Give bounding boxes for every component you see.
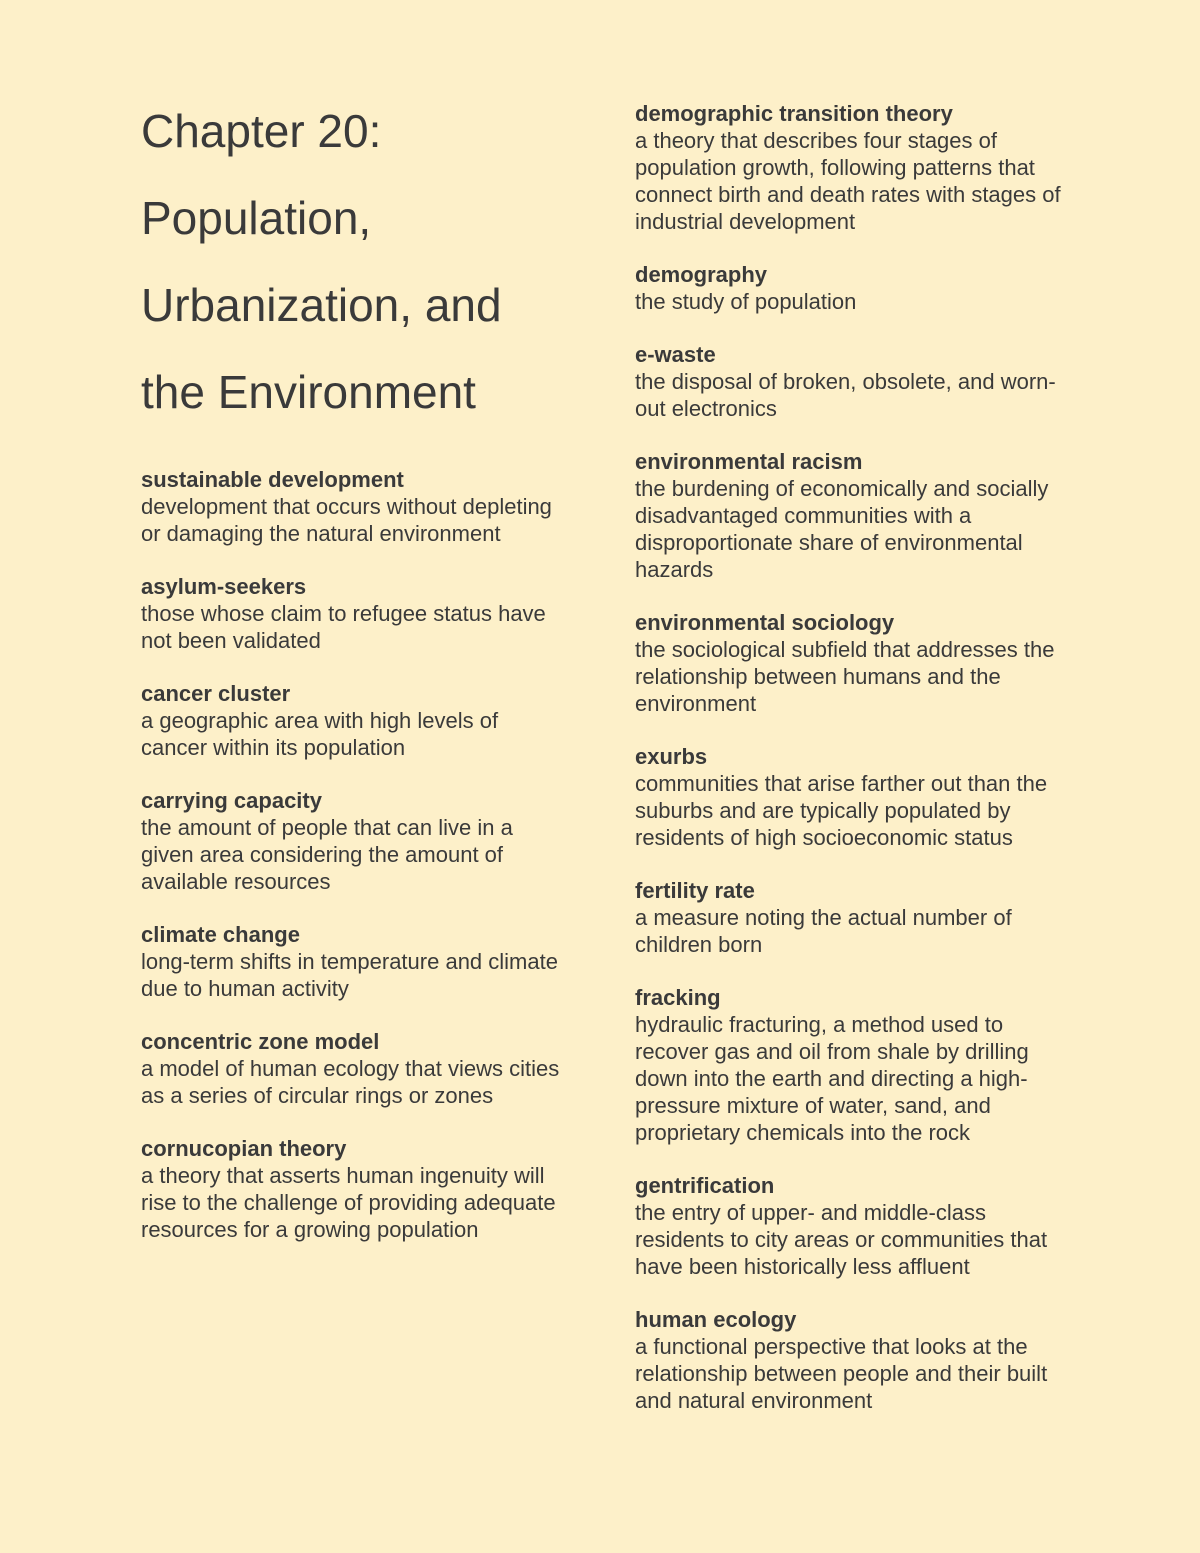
glossary-term: demographic transition theory [635, 101, 953, 126]
glossary-term: human ecology [635, 1307, 797, 1332]
glossary-definition: those whose claim to refugee status have not been validated [141, 601, 546, 653]
glossary-definition: a theory that asserts human ingenuity will rise to the challenge of providing adequate resources for a growing population [141, 1163, 556, 1242]
glossary-term: e-waste [635, 342, 716, 367]
glossary-term: carrying capacity [141, 788, 322, 813]
chapter-title [141, 88, 561, 436]
chapter-title-line: Chapter 20: [141, 105, 382, 157]
glossary-entry [635, 609, 1075, 717]
glossary-definition: development that occurs without depleting or damaging the natural environment [141, 494, 552, 546]
glossary-entry [635, 984, 1075, 1146]
glossary-entry [635, 448, 1075, 583]
glossary-term: gentrification [635, 1173, 775, 1198]
glossary-entry [635, 743, 1075, 851]
glossary-definition: the entry of upper- and middle-class residents to city areas or communities that have been historically less affluent [635, 1200, 1048, 1279]
glossary-definition: communities that arise farther out than the suburbs and are typically populated by residents of high socioeconomic status [635, 771, 1048, 850]
glossary-definition: a measure noting the actual number of children born [635, 905, 1012, 957]
glossary-term: demography [635, 262, 768, 287]
glossary-term: cancer cluster [141, 681, 291, 706]
glossary-definition: the disposal of broken, obsolete, and worn-out electronics [635, 369, 1056, 421]
glossary-definition: a theory that describes four stages of population growth, following patterns that connect birth and death rates with stages of industrial development [635, 128, 1061, 234]
glossary-entry [141, 573, 561, 654]
glossary-entry [141, 680, 561, 761]
glossary-entry [635, 1306, 1075, 1414]
glossary-entry [141, 1028, 561, 1109]
glossary-term: environmental racism [635, 449, 863, 474]
glossary-term: cornucopian theory [141, 1136, 347, 1161]
glossary-term: environmental sociology [635, 610, 895, 635]
glossary-term: exurbs [635, 744, 708, 769]
glossary-definition: the study of population [635, 289, 857, 314]
glossary-entry [141, 787, 561, 895]
glossary-term: sustainable development [141, 467, 404, 492]
right-column [635, 100, 1075, 1440]
glossary-entry [635, 261, 1075, 315]
chapter-title-line: Urbanization, and [141, 279, 502, 331]
glossary-term: climate change [141, 922, 300, 947]
glossary-entry [141, 921, 561, 1002]
glossary-definition: a model of human ecology that views cities as a series of circular rings or zones [141, 1056, 560, 1108]
glossary-term: fracking [635, 985, 721, 1010]
glossary-entry [635, 877, 1075, 958]
glossary-term: fertility rate [635, 878, 755, 903]
chapter-title-line: Population, [141, 192, 372, 244]
glossary-definition: hydraulic fracturing, a method used to recover gas and oil from shale by drilling down into the earth and directing a high-pressure mixture of water, sand, and proprietary chemicals into the rock [635, 1012, 1029, 1145]
glossary-definition: the sociological subfield that addresses the relationship between humans and the environment [635, 637, 1055, 716]
glossary-definition: the burdening of economically and socially disadvantaged communities with a disproportionate share of environmental hazards [635, 476, 1049, 582]
glossary-definition: a geographic area with high levels of cancer within its population [141, 708, 499, 760]
chapter-title-line: the Environment [141, 366, 476, 418]
glossary-entry [141, 466, 561, 547]
glossary-entry [635, 341, 1075, 422]
glossary-term: concentric zone model [141, 1029, 380, 1054]
left-column [141, 100, 561, 1269]
glossary-entry [635, 100, 1075, 235]
glossary-definition: the amount of people that can live in a given area considering the amount of available resources [141, 815, 513, 894]
glossary-entry [635, 1172, 1075, 1280]
glossary-entry [141, 1135, 561, 1243]
glossary-definition: long-term shifts in temperature and climate due to human activity [141, 949, 558, 1001]
glossary-term: asylum-seekers [141, 574, 307, 599]
glossary-definition: a functional perspective that looks at the relationship between people and their built and natural environment [635, 1334, 1048, 1413]
